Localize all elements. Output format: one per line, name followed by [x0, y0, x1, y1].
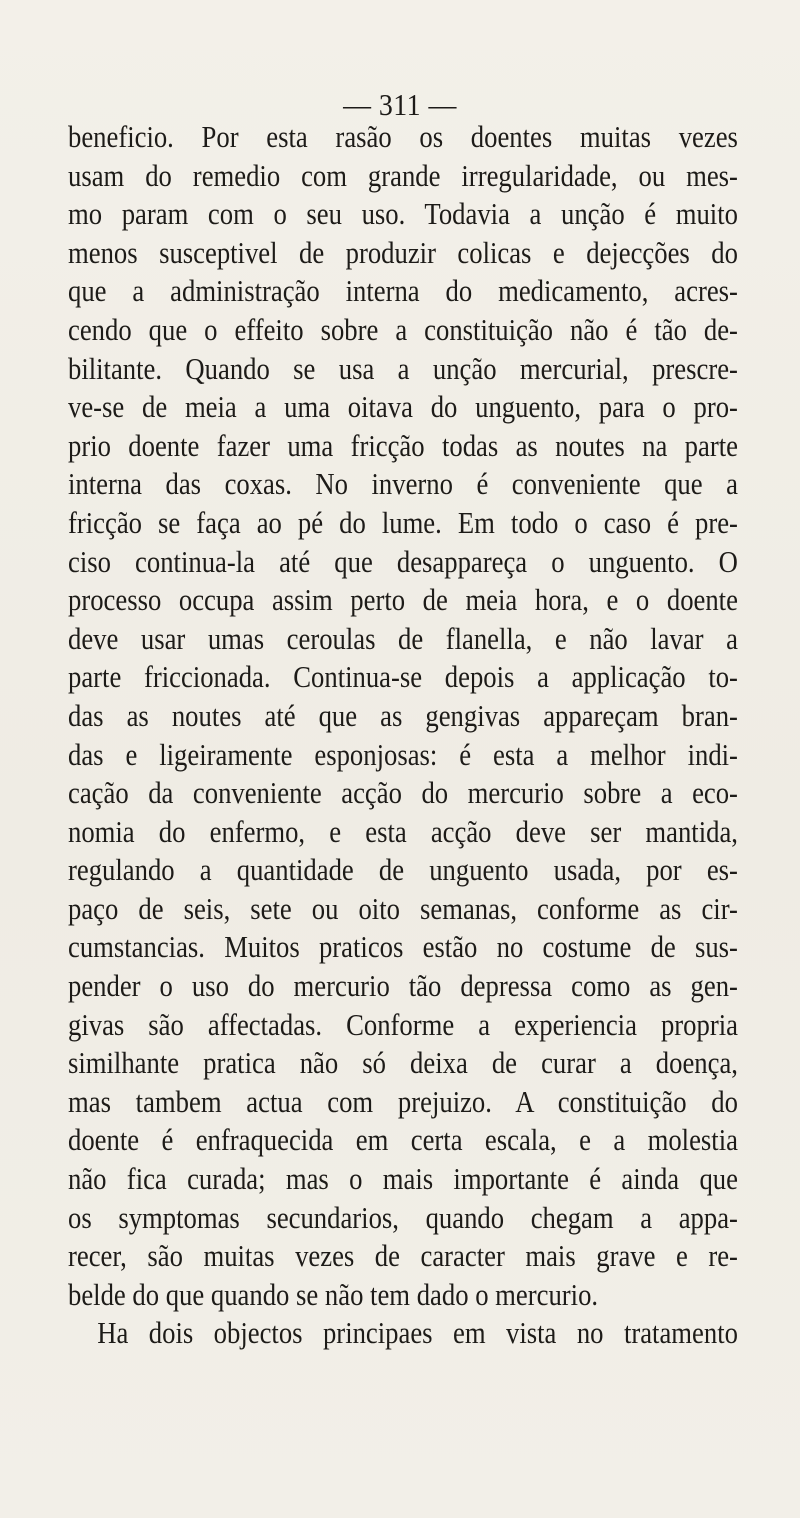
text-line: das as noutes até que as gengivas appareçam bran- — [68, 697, 738, 733]
text-line: beneficio. Por esta rasão os doentes muitas vezes — [68, 119, 738, 154]
text-line: cumstancias. Muitos praticos estão no costume de sus- — [68, 929, 738, 965]
text-line: menos susceptivel de produzir colicas e dejecções do — [68, 234, 738, 270]
text-line: Ha dois objectos principaes em vista no tratamento — [97, 1315, 738, 1351]
text-line: fricção se faça ao pé do lume. Em todo o caso é pre- — [68, 504, 738, 540]
text-line: usam do remedio com grande irregularidade, ou mes- — [68, 157, 738, 193]
body-text — [68, 118, 738, 1353]
text-line: mo param com o seu uso. Todavia a unção é muito — [68, 196, 738, 232]
text-line: cendo que o effeito sobre a constituição não é tão de- — [68, 311, 738, 347]
text-line: os symptomas secundarios, quando chegam a appa- — [68, 1199, 738, 1235]
text-line: paço de seis, sete ou oito semanas, conforme as cir- — [68, 890, 738, 926]
text-line: mas tambem actua com prejuizo. A constituição do — [68, 1083, 738, 1119]
text-line: doente é enfraquecida em certa escala, e a molestia — [68, 1122, 738, 1158]
text-line: parte friccionada. Continua-se depois a applicação to- — [68, 659, 738, 695]
text-line: regulando a quantidade de unguento usada, por es- — [68, 852, 738, 888]
text-line: givas são affectadas. Conforme a experiencia propria — [68, 1006, 738, 1042]
text-line: nomia do enfermo, e esta acção deve ser mantida, — [68, 813, 738, 849]
page-number: — 311 — — [343, 87, 457, 122]
text-line: das e ligeiramente esponjosas: é esta a melhor indi- — [68, 736, 738, 772]
text-line: ve-se de meia a uma oitava do unguento, para o pro- — [68, 389, 738, 425]
text-line: não fica curada; mas o mais importante é ainda que — [68, 1161, 738, 1197]
text-line: belde do que quando se não tem dado o mercurio. — [68, 1276, 599, 1312]
text-line: pender o uso do mercurio tão depressa como as gen- — [68, 968, 738, 1004]
text-line: ciso continua-la até que desappareça o unguento. O — [68, 543, 738, 579]
text-line: bilitante. Quando se usa a unção mercurial, prescre- — [68, 350, 738, 386]
text-line: interna das coxas. No inverno é conveniente que a — [68, 466, 738, 502]
text-line: que a administração interna do medicamento, acres- — [68, 273, 738, 309]
text-line: processo occupa assim perto de meia hora, e o doente — [68, 582, 738, 618]
text-line: similhante pratica não só deixa de curar a doença, — [68, 1045, 738, 1081]
text-line: cação da conveniente acção do mercurio sobre a eco- — [68, 775, 738, 811]
text-line: prio doente fazer uma fricção todas as noutes na parte — [68, 427, 738, 463]
text-line: deve usar umas ceroulas de flanella, e não lavar a — [68, 620, 738, 656]
text-line: recer, são muitas vezes de caracter mais grave e re- — [68, 1238, 738, 1274]
